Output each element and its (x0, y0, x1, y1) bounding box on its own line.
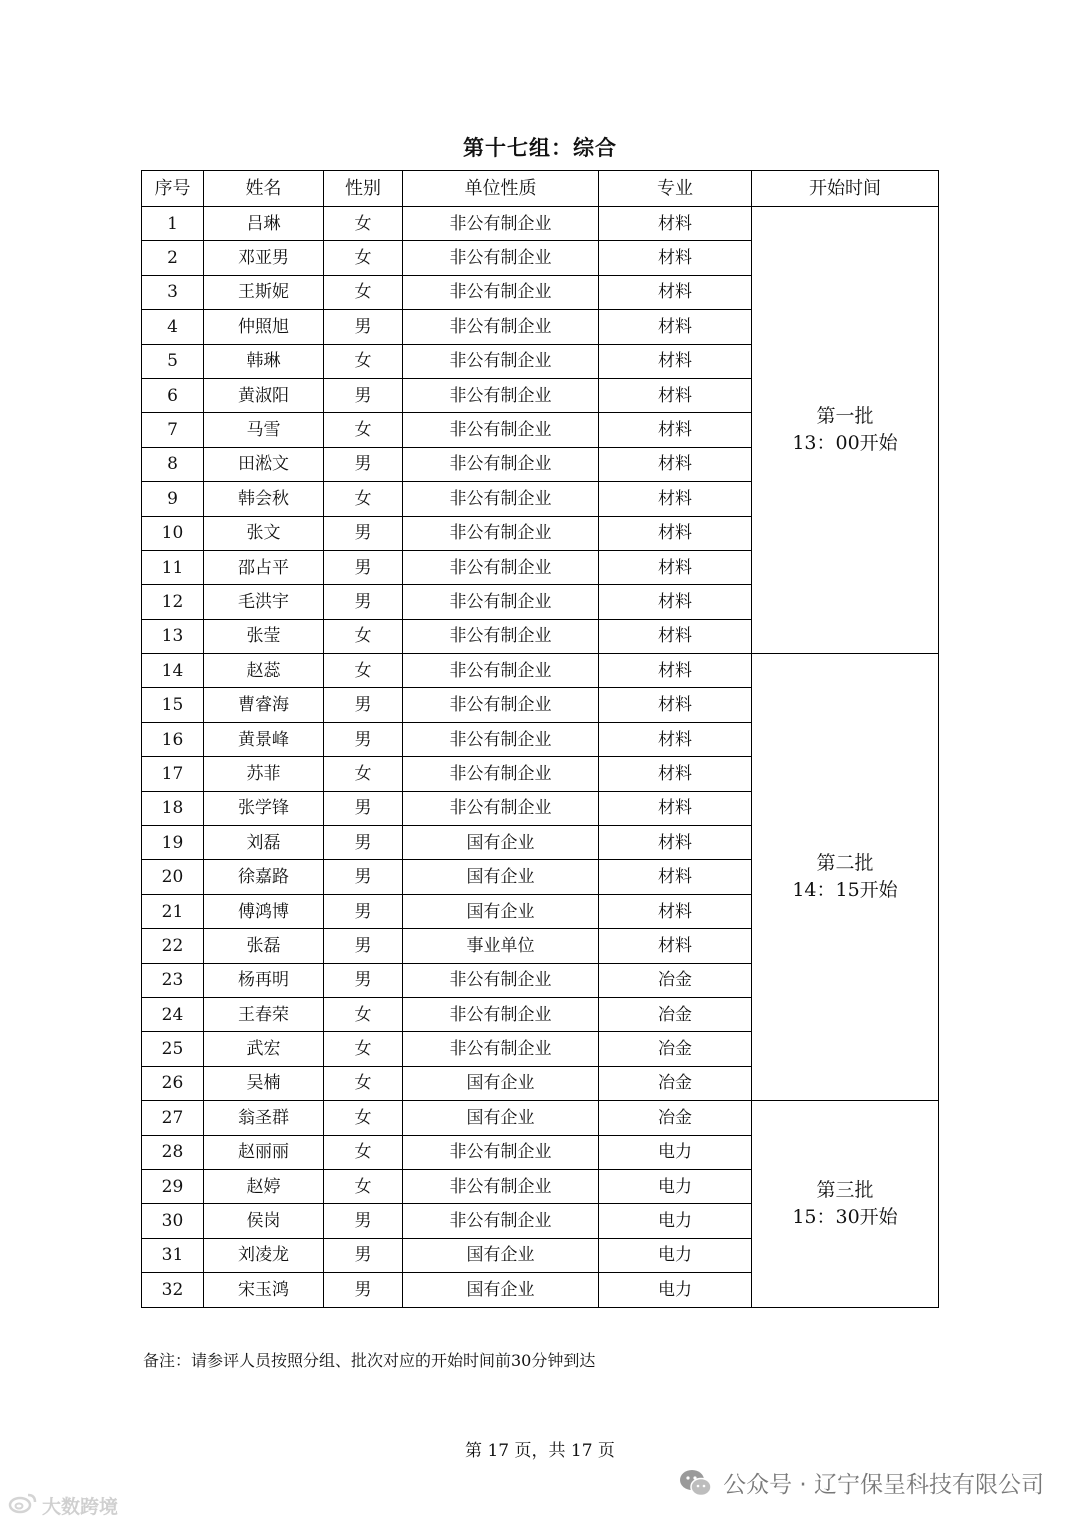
cell-gender: 女 (324, 413, 403, 447)
cell-seq: 8 (142, 447, 204, 481)
cell-org-type: 非公有制企业 (403, 619, 599, 653)
cell-seq: 22 (142, 929, 204, 963)
cell-seq: 23 (142, 963, 204, 997)
cell-major: 材料 (599, 482, 752, 516)
cell-major: 材料 (599, 929, 752, 963)
cell-major: 电力 (599, 1204, 752, 1238)
note-text: 备注：请参评人员按照分组、批次对应的开始时间前30分钟到达 (143, 1351, 596, 1370)
watermark-label: 大数跨境 (42, 1496, 119, 1518)
cell-major: 材料 (599, 654, 752, 688)
cell-org-type: 非公有制企业 (403, 550, 599, 584)
cell-org-type: 非公有制企业 (403, 310, 599, 344)
cell-major: 电力 (599, 1135, 752, 1169)
cell-gender: 女 (324, 1169, 403, 1203)
cell-seq: 6 (142, 378, 204, 412)
cell-name: 翁圣群 (204, 1101, 324, 1135)
cell-seq: 1 (142, 207, 204, 241)
cell-gender: 男 (324, 447, 403, 481)
cell-major: 电力 (599, 1238, 752, 1272)
cell-gender: 男 (324, 826, 403, 860)
cell-gender: 男 (324, 722, 403, 756)
batch-cell (752, 207, 939, 654)
cell-gender: 女 (324, 619, 403, 653)
cell-org-type: 非公有制企业 (403, 516, 599, 550)
cell-org-type: 非公有制企业 (403, 241, 599, 275)
cell-org-type: 事业单位 (403, 929, 599, 963)
cell-major: 材料 (599, 757, 752, 791)
cell-name: 傅鸿博 (204, 894, 324, 928)
cell-name: 吕琳 (204, 207, 324, 241)
cell-org-type: 国有企业 (403, 826, 599, 860)
cell-major: 材料 (599, 344, 752, 378)
cell-major: 材料 (599, 826, 752, 860)
cell-gender: 男 (324, 550, 403, 584)
cell-seq: 4 (142, 310, 204, 344)
cell-major: 材料 (599, 447, 752, 481)
wechat-icon (679, 1468, 713, 1498)
cell-seq: 9 (142, 482, 204, 516)
cell-seq: 24 (142, 997, 204, 1031)
cell-major: 冶金 (599, 1032, 752, 1066)
cell-seq: 26 (142, 1066, 204, 1100)
cell-seq: 13 (142, 619, 204, 653)
batch-start-time: 13：00开始 (792, 432, 898, 455)
cell-seq: 16 (142, 722, 204, 756)
cell-org-type: 国有企业 (403, 1066, 599, 1100)
cell-gender: 男 (324, 791, 403, 825)
batch-name: 第三批 (816, 1178, 874, 1201)
cell-name: 黄景峰 (204, 722, 324, 756)
cell-org-type: 非公有制企业 (403, 997, 599, 1031)
cell-name: 徐嘉路 (204, 860, 324, 894)
cell-seq: 30 (142, 1204, 204, 1238)
table-header-row (142, 171, 939, 207)
cell-name: 苏菲 (204, 757, 324, 791)
cell-org-type: 国有企业 (403, 1238, 599, 1272)
cell-seq: 7 (142, 413, 204, 447)
cell-gender: 男 (324, 1273, 403, 1307)
cell-gender: 女 (324, 482, 403, 516)
batch-cell (752, 654, 939, 1101)
cell-org-type: 非公有制企业 (403, 1135, 599, 1169)
table-row (142, 1101, 939, 1135)
cell-gender: 男 (324, 378, 403, 412)
cell-org-type: 国有企业 (403, 894, 599, 928)
cell-major: 电力 (599, 1169, 752, 1203)
cell-gender: 男 (324, 516, 403, 550)
cell-name: 吴楠 (204, 1066, 324, 1100)
cell-seq: 11 (142, 550, 204, 584)
cell-seq: 28 (142, 1135, 204, 1169)
cell-gender: 女 (324, 275, 403, 309)
cell-gender: 女 (324, 654, 403, 688)
cell-gender: 女 (324, 241, 403, 275)
cell-org-type: 非公有制企业 (403, 378, 599, 412)
cell-name: 韩琳 (204, 344, 324, 378)
cell-major: 材料 (599, 619, 752, 653)
batch-cell (752, 1101, 939, 1307)
cell-gender: 女 (324, 1101, 403, 1135)
cell-major: 材料 (599, 275, 752, 309)
cell-seq: 12 (142, 585, 204, 619)
cell-name: 宋玉鸿 (204, 1273, 324, 1307)
roster-table (141, 170, 939, 1308)
page-footer: 第 17 页，共 17 页 (465, 1441, 615, 1461)
cell-gender: 男 (324, 1204, 403, 1238)
cell-seq: 14 (142, 654, 204, 688)
cell-name: 张磊 (204, 929, 324, 963)
cell-seq: 31 (142, 1238, 204, 1272)
cell-org-type: 非公有制企业 (403, 791, 599, 825)
cell-name: 黄淑阳 (204, 378, 324, 412)
watermark (8, 1492, 118, 1519)
cell-seq: 18 (142, 791, 204, 825)
cell-gender: 女 (324, 1135, 403, 1169)
cell-org-type: 非公有制企业 (403, 585, 599, 619)
cell-name: 赵蕊 (204, 654, 324, 688)
cell-seq: 29 (142, 1169, 204, 1203)
cell-major: 材料 (599, 688, 752, 722)
cell-gender: 男 (324, 1238, 403, 1272)
wechat-account-label: 公众号 · 辽宁保呈科技有限公司 (723, 1472, 1044, 1498)
cell-org-type: 非公有制企业 (403, 1204, 599, 1238)
cell-name: 田淞文 (204, 447, 324, 481)
cell-org-type: 国有企业 (403, 1273, 599, 1307)
cell-gender: 男 (324, 963, 403, 997)
cell-name: 邓亚男 (204, 241, 324, 275)
cell-name: 韩会秋 (204, 482, 324, 516)
cell-gender: 男 (324, 929, 403, 963)
cell-org-type: 非公有制企业 (403, 344, 599, 378)
header-cell: 序号 (142, 171, 204, 207)
cell-gender: 男 (324, 894, 403, 928)
cell-seq: 21 (142, 894, 204, 928)
cell-seq: 20 (142, 860, 204, 894)
cell-gender: 女 (324, 757, 403, 791)
cell-major: 材料 (599, 516, 752, 550)
cell-org-type: 国有企业 (403, 1101, 599, 1135)
cell-seq: 3 (142, 275, 204, 309)
cell-name: 马雪 (204, 413, 324, 447)
cell-org-type: 非公有制企业 (403, 688, 599, 722)
cell-org-type: 非公有制企业 (403, 207, 599, 241)
table-row (142, 207, 939, 241)
cell-name: 王春荣 (204, 997, 324, 1031)
cell-name: 武宏 (204, 1032, 324, 1066)
cell-major: 冶金 (599, 1066, 752, 1100)
cell-org-type: 非公有制企业 (403, 963, 599, 997)
cell-org-type: 非公有制企业 (403, 654, 599, 688)
cell-gender: 男 (324, 860, 403, 894)
cell-name: 仲照旭 (204, 310, 324, 344)
cell-gender: 女 (324, 997, 403, 1031)
cell-name: 张文 (204, 516, 324, 550)
cell-major: 材料 (599, 241, 752, 275)
cell-org-type: 非公有制企业 (403, 482, 599, 516)
cell-major: 材料 (599, 585, 752, 619)
cell-org-type: 非公有制企业 (403, 413, 599, 447)
cell-name: 赵丽丽 (204, 1135, 324, 1169)
header-cell: 姓名 (204, 171, 324, 207)
cell-gender: 女 (324, 1032, 403, 1066)
header-cell: 专业 (599, 171, 752, 207)
cell-seq: 27 (142, 1101, 204, 1135)
cell-gender: 男 (324, 310, 403, 344)
cell-major: 材料 (599, 310, 752, 344)
cell-major: 冶金 (599, 997, 752, 1031)
cell-org-type: 非公有制企业 (403, 757, 599, 791)
cell-seq: 17 (142, 757, 204, 791)
cell-major: 材料 (599, 894, 752, 928)
cell-gender: 女 (324, 1066, 403, 1100)
cell-name: 赵婷 (204, 1169, 324, 1203)
cell-org-type: 非公有制企业 (403, 447, 599, 481)
cell-gender: 男 (324, 688, 403, 722)
cell-name: 杨再明 (204, 963, 324, 997)
cell-org-type: 非公有制企业 (403, 1032, 599, 1066)
cell-org-type: 国有企业 (403, 860, 599, 894)
cell-org-type: 非公有制企业 (403, 722, 599, 756)
cell-gender: 男 (324, 585, 403, 619)
cell-seq: 19 (142, 826, 204, 860)
cell-name: 侯岗 (204, 1204, 324, 1238)
cell-seq: 2 (142, 241, 204, 275)
cell-seq: 5 (142, 344, 204, 378)
batch-name: 第二批 (816, 852, 874, 875)
cell-seq: 10 (142, 516, 204, 550)
cell-major: 材料 (599, 207, 752, 241)
cell-major: 材料 (599, 722, 752, 756)
wechat-account-badge (679, 1466, 1044, 1499)
cell-name: 张学锋 (204, 791, 324, 825)
header-cell: 性别 (324, 171, 403, 207)
cell-name: 邵占平 (204, 550, 324, 584)
cell-seq: 15 (142, 688, 204, 722)
cell-major: 材料 (599, 791, 752, 825)
cell-name: 张莹 (204, 619, 324, 653)
weibo-logo-icon (8, 1492, 38, 1519)
cell-gender: 女 (324, 344, 403, 378)
cell-major: 材料 (599, 550, 752, 584)
header-cell: 开始时间 (752, 171, 939, 207)
cell-name: 刘凌龙 (204, 1238, 324, 1272)
cell-name: 毛洪宇 (204, 585, 324, 619)
cell-major: 材料 (599, 860, 752, 894)
batch-name: 第一批 (816, 405, 874, 428)
cell-major: 冶金 (599, 1101, 752, 1135)
table-body (142, 207, 939, 1308)
cell-name: 刘磊 (204, 826, 324, 860)
header-cell: 单位性质 (403, 171, 599, 207)
page-title: 第十七组：综合 (463, 135, 617, 160)
cell-seq: 25 (142, 1032, 204, 1066)
cell-major: 电力 (599, 1273, 752, 1307)
cell-name: 曹睿海 (204, 688, 324, 722)
batch-start-time: 14：15开始 (792, 879, 898, 902)
cell-major: 材料 (599, 378, 752, 412)
cell-major: 冶金 (599, 963, 752, 997)
batch-start-time: 15：30开始 (792, 1205, 898, 1228)
cell-name: 王斯妮 (204, 275, 324, 309)
cell-seq: 32 (142, 1273, 204, 1307)
cell-major: 材料 (599, 413, 752, 447)
cell-gender: 女 (324, 207, 403, 241)
table-row (142, 654, 939, 688)
cell-org-type: 非公有制企业 (403, 1169, 599, 1203)
cell-org-type: 非公有制企业 (403, 275, 599, 309)
